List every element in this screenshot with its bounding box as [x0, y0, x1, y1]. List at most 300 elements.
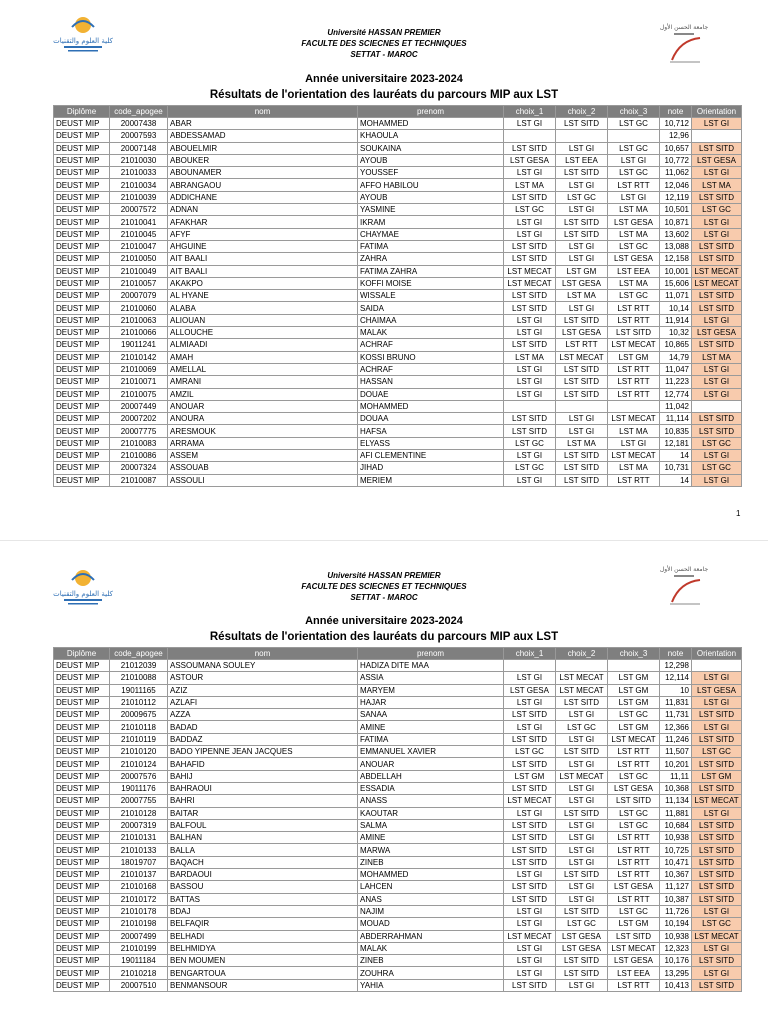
orientation-cell: LST SITD	[692, 979, 742, 991]
column-header: nom	[168, 106, 358, 118]
choix-2-cell: LST GI	[556, 979, 608, 991]
choix-3-cell: LST MA	[608, 462, 660, 474]
note-cell: 12,119	[660, 191, 692, 203]
results-table-page-1	[53, 105, 742, 487]
code-apogee-cell: 21010060	[110, 302, 168, 314]
choix-1-cell: LST SITD	[504, 893, 556, 905]
faculty-logo-icon	[53, 566, 113, 606]
diplome-cell: DEUST MIP	[54, 228, 110, 240]
orientation-cell: LST GI	[692, 228, 742, 240]
code-apogee-cell: 21010075	[110, 388, 168, 400]
prenom-cell: YASMINE	[358, 204, 504, 216]
column-header: note	[660, 106, 692, 118]
choix-3-cell: LST RTT	[608, 832, 660, 844]
column-header: note	[660, 648, 692, 660]
column-header: choix_1	[504, 106, 556, 118]
prenom-cell: AYOUB	[358, 191, 504, 203]
note-cell: 10,368	[660, 782, 692, 794]
nom-cell: BAITAR	[168, 807, 358, 819]
choix-3-cell: LST GC	[608, 290, 660, 302]
choix-2-cell: LST GI	[556, 240, 608, 252]
orientation-cell: LST GI	[692, 967, 742, 979]
choix-2-cell: LST GI	[556, 832, 608, 844]
orientation-cell: LST GI	[692, 807, 742, 819]
choix-1-cell: LST SITD	[504, 240, 556, 252]
choix-3-cell: LST GM	[608, 918, 660, 930]
choix-3-cell: LST MA	[608, 228, 660, 240]
choix-2-cell: LST GI	[556, 795, 608, 807]
code-apogee-cell: 21010049	[110, 265, 168, 277]
note-cell: 10,684	[660, 819, 692, 831]
nom-cell: ALMIAADI	[168, 339, 358, 351]
code-apogee-cell: 20007576	[110, 770, 168, 782]
nom-cell: BELHADI	[168, 930, 358, 942]
code-apogee-cell: 21010083	[110, 437, 168, 449]
table-row	[54, 684, 742, 696]
code-apogee-cell: 20007319	[110, 819, 168, 831]
choix-1-cell: LST SITD	[504, 881, 556, 893]
choix-2-cell: LST SITD	[556, 228, 608, 240]
code-apogee-cell: 21010178	[110, 905, 168, 917]
choix-3-cell: LST MECAT	[608, 942, 660, 954]
orientation-cell: LST GESA	[692, 154, 742, 166]
choix-3-cell: LST GC	[608, 819, 660, 831]
orientation-cell	[692, 130, 742, 142]
table-row	[54, 339, 742, 351]
choix-2-cell: LST GI	[556, 733, 608, 745]
choix-2-cell: LST SITD	[556, 388, 608, 400]
note-cell: 11,223	[660, 376, 692, 388]
choix-1-cell: LST GI	[504, 363, 556, 375]
table-row	[54, 942, 742, 954]
note-cell: 10,657	[660, 142, 692, 154]
choix-3-cell: LST RTT	[608, 376, 660, 388]
prenom-cell: HASSAN	[358, 376, 504, 388]
diplome-cell: DEUST MIP	[54, 277, 110, 289]
choix-2-cell: LST SITD	[556, 167, 608, 179]
table-row	[54, 474, 742, 486]
table-row	[54, 437, 742, 449]
note-cell: 11,071	[660, 290, 692, 302]
table-row	[54, 721, 742, 733]
table-row	[54, 869, 742, 881]
nom-cell: ABAR	[168, 118, 358, 130]
prenom-cell: MOHAMMED	[358, 400, 504, 412]
note-cell: 10	[660, 684, 692, 696]
code-apogee-cell: 20007324	[110, 462, 168, 474]
note-cell: 12,96	[660, 130, 692, 142]
code-apogee-cell: 19011184	[110, 955, 168, 967]
code-apogee-cell: 21010086	[110, 450, 168, 462]
note-cell: 14	[660, 474, 692, 486]
choix-2-cell: LST GI	[556, 179, 608, 191]
orientation-cell: LST SITD	[692, 425, 742, 437]
choix-2-cell: LST GI	[556, 856, 608, 868]
table-row	[54, 930, 742, 942]
note-cell: 11,134	[660, 795, 692, 807]
nom-cell: ALABA	[168, 302, 358, 314]
orientation-cell: LST GC	[692, 204, 742, 216]
table-row	[54, 351, 742, 363]
diplome-cell: DEUST MIP	[54, 782, 110, 794]
diplome-cell: DEUST MIP	[54, 746, 110, 758]
choix-3-cell: LST GC	[608, 770, 660, 782]
table-row	[54, 240, 742, 252]
orientation-cell: LST GI	[692, 450, 742, 462]
choix-2-cell: LST MECAT	[556, 770, 608, 782]
prenom-cell: ACHRAF	[358, 339, 504, 351]
choix-1-cell: LST SITD	[504, 979, 556, 991]
academic-year: Année universitaire 2023-2024	[305, 73, 463, 85]
choix-1-cell: LST SITD	[504, 832, 556, 844]
note-cell: 11,507	[660, 746, 692, 758]
prenom-cell: CHAYMAE	[358, 228, 504, 240]
choix-3-cell: LST GC	[608, 240, 660, 252]
choix-1-cell: LST GI	[504, 696, 556, 708]
prenom-cell: ABDERRAHMAN	[358, 930, 504, 942]
choix-1-cell: LST GI	[504, 228, 556, 240]
prenom-cell: FATIMA	[358, 240, 504, 252]
note-cell: 15,606	[660, 277, 692, 289]
academic-year: Année universitaire 2023-2024	[305, 615, 463, 627]
table-row	[54, 253, 742, 265]
nom-cell: AIT BAALI	[168, 265, 358, 277]
orientation-cell: LST GC	[692, 918, 742, 930]
note-cell: 11,11	[660, 770, 692, 782]
note-cell: 12,158	[660, 253, 692, 265]
choix-2-cell: LST SITD	[556, 955, 608, 967]
choix-2-cell	[556, 130, 608, 142]
choix-2-cell: LST MA	[556, 437, 608, 449]
orientation-cell: LST GI	[692, 118, 742, 130]
column-header: Orientation	[692, 106, 742, 118]
diplome-cell: DEUST MIP	[54, 450, 110, 462]
diplome-cell: DEUST MIP	[54, 179, 110, 191]
orientation-cell: LST GC	[692, 462, 742, 474]
choix-2-cell: LST SITD	[556, 474, 608, 486]
choix-3-cell: LST RTT	[608, 179, 660, 191]
prenom-cell: IKRAM	[358, 216, 504, 228]
orientation-cell: LST GC	[692, 437, 742, 449]
code-apogee-cell: 18019707	[110, 856, 168, 868]
table-row	[54, 142, 742, 154]
diplome-cell: DEUST MIP	[54, 709, 110, 721]
choix-1-cell: LST GI	[504, 807, 556, 819]
column-header: choix_2	[556, 106, 608, 118]
choix-1-cell: LST GC	[504, 462, 556, 474]
nom-cell: ASSOULI	[168, 474, 358, 486]
table-row	[54, 154, 742, 166]
diplome-cell: DEUST MIP	[54, 869, 110, 881]
choix-3-cell: LST MA	[608, 425, 660, 437]
choix-2-cell: LST MECAT	[556, 684, 608, 696]
orientation-cell: LST GI	[692, 696, 742, 708]
nom-cell: ASSEM	[168, 450, 358, 462]
column-header: choix_3	[608, 648, 660, 660]
code-apogee-cell: 19011165	[110, 684, 168, 696]
choix-3-cell: LST MECAT	[608, 450, 660, 462]
nom-cell: AFAKHAR	[168, 216, 358, 228]
nom-cell: BDAJ	[168, 905, 358, 917]
code-apogee-cell: 21010039	[110, 191, 168, 203]
nom-cell: ADDICHANE	[168, 191, 358, 203]
note-cell: 10,387	[660, 893, 692, 905]
nom-cell: AZIZ	[168, 684, 358, 696]
choix-3-cell: LST GESA	[608, 955, 660, 967]
prenom-cell: YOUSSEF	[358, 167, 504, 179]
diplome-cell: DEUST MIP	[54, 302, 110, 314]
note-cell: 11,881	[660, 807, 692, 819]
table-row	[54, 400, 742, 412]
code-apogee-cell: 21010071	[110, 376, 168, 388]
choix-1-cell: LST SITD	[504, 709, 556, 721]
note-cell: 12,114	[660, 672, 692, 684]
table-row	[54, 302, 742, 314]
code-apogee-cell: 21010030	[110, 154, 168, 166]
choix-3-cell: LST RTT	[608, 302, 660, 314]
table-row	[54, 672, 742, 684]
note-cell: 10,938	[660, 930, 692, 942]
prenom-cell: ANOUAR	[358, 758, 504, 770]
choix-1-cell	[504, 130, 556, 142]
prenom-cell: CHAIMAA	[358, 314, 504, 326]
choix-2-cell: LST GC	[556, 918, 608, 930]
choix-3-cell: LST SITD	[608, 930, 660, 942]
choix-3-cell: LST RTT	[608, 746, 660, 758]
code-apogee-cell: 21010041	[110, 216, 168, 228]
choix-1-cell: LST GI	[504, 905, 556, 917]
table-row	[54, 118, 742, 130]
nom-cell: BADO YIPENNE JEAN JACQUES	[168, 746, 358, 758]
diplome-cell: DEUST MIP	[54, 118, 110, 130]
table-row	[54, 191, 742, 203]
choix-1-cell: LST SITD	[504, 782, 556, 794]
nom-cell: ARESMOUK	[168, 425, 358, 437]
choix-2-cell	[556, 400, 608, 412]
choix-1-cell: LST GI	[504, 376, 556, 388]
choix-3-cell: LST SITD	[608, 327, 660, 339]
nom-cell: ABOUELMIR	[168, 142, 358, 154]
prenom-cell: ASSIA	[358, 672, 504, 684]
choix-1-cell: LST GI	[504, 869, 556, 881]
faculty-name: FACULTE DES SCIECNES ET TECHNIQUES	[301, 39, 467, 48]
choix-3-cell: LST MA	[608, 277, 660, 289]
choix-1-cell: LST GC	[504, 437, 556, 449]
nom-cell: AMELLAL	[168, 363, 358, 375]
code-apogee-cell: 21010045	[110, 228, 168, 240]
table-row	[54, 844, 742, 856]
prenom-cell: ANASS	[358, 795, 504, 807]
choix-2-cell: LST GI	[556, 253, 608, 265]
choix-1-cell: LST MECAT	[504, 265, 556, 277]
prenom-cell: WISSALE	[358, 290, 504, 302]
table-row	[54, 228, 742, 240]
diplome-cell: DEUST MIP	[54, 413, 110, 425]
choix-2-cell: LST GI	[556, 844, 608, 856]
choix-3-cell: LST GC	[608, 905, 660, 917]
orientation-cell: LST SITD	[692, 413, 742, 425]
table-row	[54, 967, 742, 979]
diplome-cell: DEUST MIP	[54, 758, 110, 770]
diplome-cell: DEUST MIP	[54, 832, 110, 844]
code-apogee-cell: 20007438	[110, 118, 168, 130]
prenom-cell: KOFFI MOISE	[358, 277, 504, 289]
orientation-cell: LST GC	[692, 746, 742, 758]
choix-3-cell: LST EEA	[608, 967, 660, 979]
note-cell: 10,14	[660, 302, 692, 314]
choix-2-cell: LST MA	[556, 290, 608, 302]
choix-2-cell: LST SITD	[556, 807, 608, 819]
choix-2-cell: LST SITD	[556, 376, 608, 388]
choix-3-cell: LST RTT	[608, 856, 660, 868]
orientation-cell: LST SITD	[692, 733, 742, 745]
choix-1-cell: LST SITD	[504, 844, 556, 856]
note-cell: 10,865	[660, 339, 692, 351]
choix-1-cell: LST SITD	[504, 142, 556, 154]
note-cell: 11,246	[660, 733, 692, 745]
nom-cell: BALHAN	[168, 832, 358, 844]
choix-3-cell: LST GC	[608, 807, 660, 819]
choix-2-cell: LST SITD	[556, 746, 608, 758]
code-apogee-cell: 21010118	[110, 721, 168, 733]
orientation-cell: LST GI	[692, 905, 742, 917]
choix-2-cell: LST GI	[556, 413, 608, 425]
orientation-cell: LST SITD	[692, 881, 742, 893]
choix-2-cell: LST GI	[556, 893, 608, 905]
code-apogee-cell: 19011176	[110, 782, 168, 794]
diplome-cell: DEUST MIP	[54, 660, 110, 672]
diplome-cell: DEUST MIP	[54, 930, 110, 942]
table-row	[54, 376, 742, 388]
note-cell: 11,731	[660, 709, 692, 721]
prenom-cell: HADIZA DITE MAA	[358, 660, 504, 672]
choix-1-cell	[504, 660, 556, 672]
table-row	[54, 881, 742, 893]
prenom-cell: MERIEM	[358, 474, 504, 486]
prenom-cell: SAIDA	[358, 302, 504, 314]
diplome-cell: DEUST MIP	[54, 388, 110, 400]
orientation-cell: LST SITD	[692, 955, 742, 967]
diplome-cell: DEUST MIP	[54, 351, 110, 363]
orientation-cell: LST SITD	[692, 869, 742, 881]
note-cell: 10,32	[660, 327, 692, 339]
note-cell: 12,046	[660, 179, 692, 191]
prenom-cell: EMMANUEL XAVIER	[358, 746, 504, 758]
nom-cell: ASSOUMANA SOULEY	[168, 660, 358, 672]
nom-cell: AFYF	[168, 228, 358, 240]
table-header-row	[54, 106, 742, 118]
document-page-2	[0, 540, 768, 1024]
code-apogee-cell: 20007572	[110, 204, 168, 216]
choix-3-cell: LST MECAT	[608, 339, 660, 351]
choix-2-cell: LST GM	[556, 265, 608, 277]
column-header: choix_1	[504, 648, 556, 660]
table-row	[54, 130, 742, 142]
choix-3-cell: LST RTT	[608, 474, 660, 486]
code-apogee-cell: 21010142	[110, 351, 168, 363]
diplome-cell: DEUST MIP	[54, 696, 110, 708]
note-cell: 10,712	[660, 118, 692, 130]
nom-cell: ADNAN	[168, 204, 358, 216]
table-row	[54, 770, 742, 782]
orientation-cell: LST GI	[692, 721, 742, 733]
choix-1-cell: LST GI	[504, 118, 556, 130]
orientation-cell: LST GI	[692, 388, 742, 400]
choix-2-cell: LST GI	[556, 142, 608, 154]
table-row	[54, 782, 742, 794]
nom-cell: AMRANI	[168, 376, 358, 388]
nom-cell: BELHMIDYA	[168, 942, 358, 954]
note-cell: 10,413	[660, 979, 692, 991]
note-cell: 10,731	[660, 462, 692, 474]
diplome-cell: DEUST MIP	[54, 167, 110, 179]
code-apogee-cell: 21010119	[110, 733, 168, 745]
prenom-cell: JIHAD	[358, 462, 504, 474]
column-header: nom	[168, 648, 358, 660]
diplome-cell: DEUST MIP	[54, 339, 110, 351]
choix-3-cell: LST GC	[608, 709, 660, 721]
note-cell: 12,366	[660, 721, 692, 733]
choix-3-cell: LST GESA	[608, 782, 660, 794]
choix-1-cell: LST MA	[504, 179, 556, 191]
diplome-cell: DEUST MIP	[54, 462, 110, 474]
orientation-cell: LST MECAT	[692, 265, 742, 277]
choix-2-cell: LST GC	[556, 191, 608, 203]
orientation-cell: LST MECAT	[692, 795, 742, 807]
choix-3-cell: LST GESA	[608, 253, 660, 265]
orientation-cell: LST SITD	[692, 709, 742, 721]
prenom-cell: ZINEB	[358, 856, 504, 868]
code-apogee-cell: 20007593	[110, 130, 168, 142]
choix-1-cell: LST SITD	[504, 413, 556, 425]
choix-3-cell: LST RTT	[608, 893, 660, 905]
choix-3-cell: LST RTT	[608, 388, 660, 400]
prenom-cell: AFI CLEMENTINE	[358, 450, 504, 462]
note-cell: 12,323	[660, 942, 692, 954]
nom-cell: BAHAFID	[168, 758, 358, 770]
city-name: SETTAT - MAROC	[350, 50, 418, 59]
code-apogee-cell: 21010057	[110, 277, 168, 289]
choix-1-cell: LST GC	[504, 746, 556, 758]
code-apogee-cell: 20007449	[110, 400, 168, 412]
table-row	[54, 795, 742, 807]
nom-cell: ARRAMA	[168, 437, 358, 449]
choix-1-cell: LST GI	[504, 314, 556, 326]
code-apogee-cell: 21010088	[110, 672, 168, 684]
diplome-cell: DEUST MIP	[54, 733, 110, 745]
prenom-cell: ZINEB	[358, 955, 504, 967]
diplome-cell: DEUST MIP	[54, 425, 110, 437]
choix-3-cell: LST GM	[608, 684, 660, 696]
note-cell: 12,774	[660, 388, 692, 400]
choix-3-cell: LST GESA	[608, 216, 660, 228]
orientation-cell: LST SITD	[692, 191, 742, 203]
column-header: Diplôme	[54, 106, 110, 118]
nom-cell: ABOUKER	[168, 154, 358, 166]
choix-3-cell: LST MECAT	[608, 733, 660, 745]
prenom-cell: HAFSA	[358, 425, 504, 437]
note-cell: 12,298	[660, 660, 692, 672]
choix-1-cell: LST GI	[504, 327, 556, 339]
choix-3-cell: LST GM	[608, 672, 660, 684]
note-cell: 11,062	[660, 167, 692, 179]
note-cell: 13,088	[660, 240, 692, 252]
diplome-cell: DEUST MIP	[54, 819, 110, 831]
code-apogee-cell: 20007499	[110, 930, 168, 942]
orientation-cell: LST SITD	[692, 339, 742, 351]
table-row	[54, 179, 742, 191]
table-row	[54, 462, 742, 474]
